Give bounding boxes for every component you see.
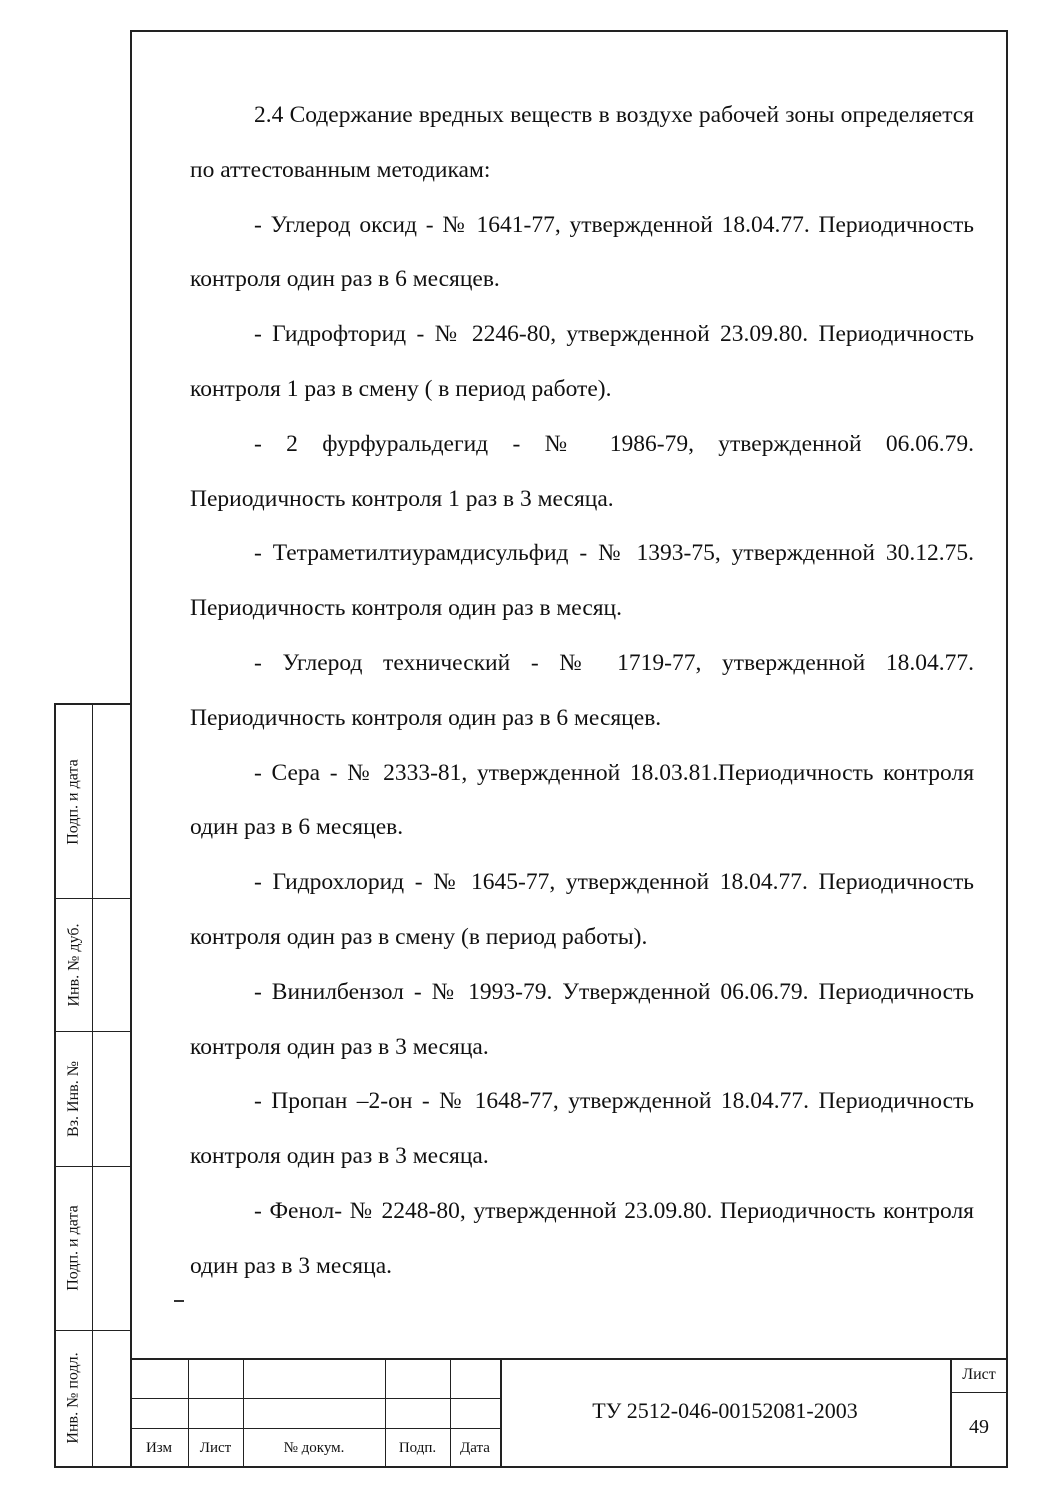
document-code: ТУ 2512-046-00152081-2003 [592, 1398, 858, 1423]
side-stamp-signature-date: Подп. и дата [65, 758, 83, 845]
sheet-number: 49 [969, 1416, 989, 1438]
header-list: Лист [199, 1439, 232, 1456]
divider [950, 1392, 1008, 1393]
side-stamp-duplicate-inv: Инв. № дуб. [65, 922, 83, 1007]
paragraph: - 2 фурфуральдегид - № 1986-79, утвержденной 06.06.79. Периодичность контроля 1 раз в 3 месяца. [190, 430, 974, 512]
document-body [190, 88, 974, 1294]
header-izm: Изм [145, 1439, 173, 1456]
divider [92, 705, 93, 1466]
paragraph: - Сера - № 2333-81, утвержденной 18.03.81.Периодичность контроля один раз в 6 месяцев. [190, 759, 974, 841]
paragraph: - Углерод технический - № 1719-77, утвержденной 18.04.77. Периодичность контроля один раз в 6 месяцев. [190, 649, 974, 731]
side-stamp-original-inv: Инв. № подл. [65, 1352, 83, 1444]
divider [130, 1398, 500, 1399]
paragraph: - Гидрохлорид - № 1645-77, утвержденной 18.04.77. Периодичность контроля один раз в смену (в период работы). [190, 869, 974, 950]
paragraph: 2.4 Содержание вредных веществ в воздухе рабочей зоны определяется по аттестованным методикам: [190, 102, 974, 183]
header-date: Дата [460, 1439, 490, 1456]
sheet-label: Лист [962, 1366, 996, 1383]
paragraph: - Гидрофторид - № 2246-80, утвержденной 23.09.80. Периодичность контроля 1 раз в смену ( в период работе). [190, 321, 974, 402]
header-doc-number: № докум. [283, 1439, 345, 1456]
paragraph: - Пропан –2-он - № 1648-77, утвержденной 18.04.77. Периодичность контроля один раз в 3 месяца. [190, 1088, 974, 1170]
paragraph: - Винилбензол - № 1993-79. Утвержденной 06.06.79. Периодичность контроля один раз в 3 месяца. [190, 978, 974, 1060]
side-stamp-columns [54, 703, 132, 1468]
header-signature: Подп. [398, 1439, 437, 1456]
divider [130, 1358, 1008, 1360]
paragraph: - Фенол- № 2248-80, утвержденной 23.09.80. Периодичность контроля один раз в 3 месяца. [190, 1197, 974, 1279]
title-block [130, 1358, 1008, 1468]
paragraph: - Углерод оксид - № 1641-77, утвержденной 18.04.77. Периодичность контроля один раз в 6 месяцев. [190, 211, 974, 293]
side-stamp-replaced-inv: Вз. Инв. № [65, 1060, 82, 1137]
stray-dash-mark [174, 1300, 184, 1302]
paragraph: - Тетраметилтиурамдисульфид - № 1393-75, утвержденной 30.12.75. Периодичность контроля один раз в месяц. [190, 540, 974, 622]
side-stamp-signature-date-2: Подп. и дата [65, 1205, 83, 1291]
